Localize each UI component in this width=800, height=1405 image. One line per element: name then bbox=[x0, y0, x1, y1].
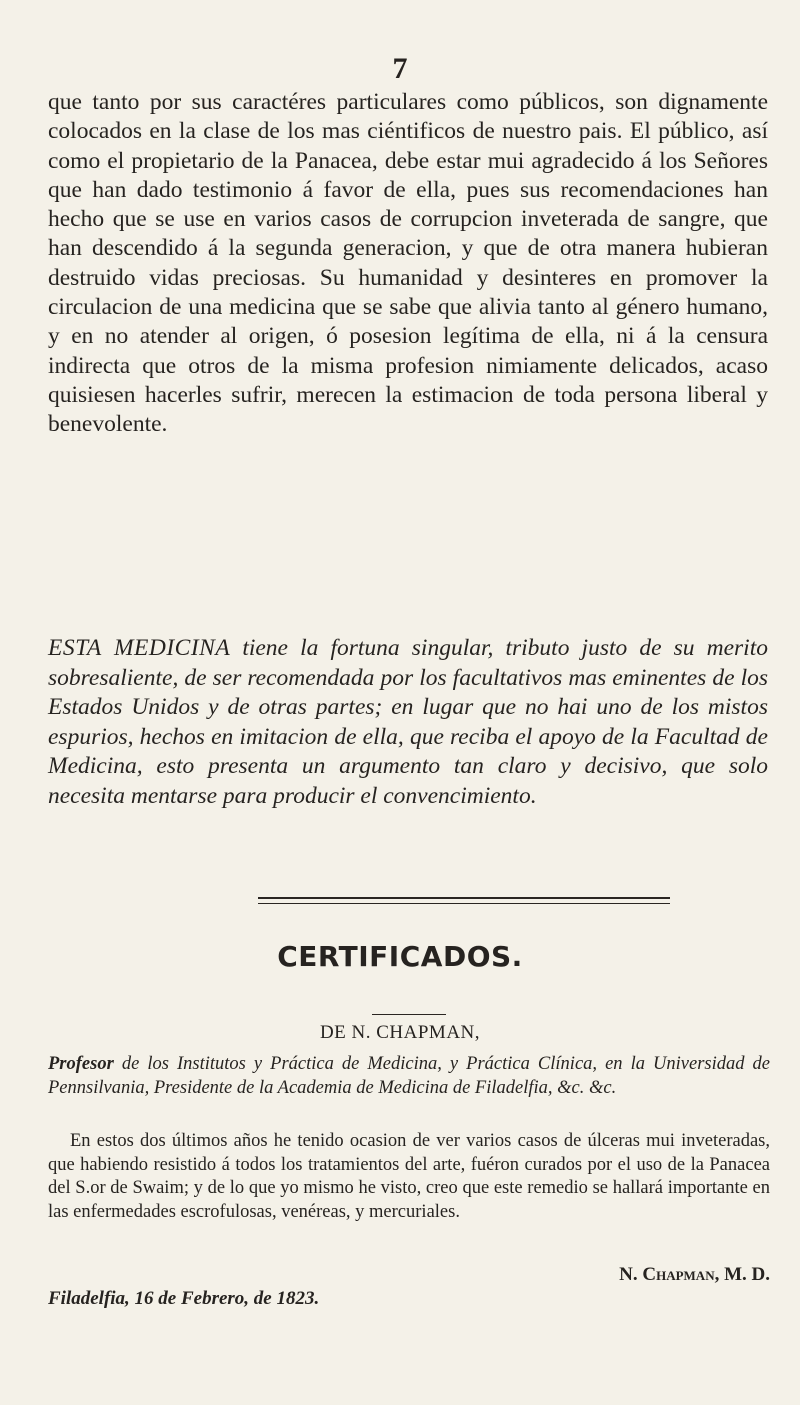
double-rule-top bbox=[258, 897, 670, 899]
credentials-text: de los Institutos y Práctica de Medicina, y Práctica Clínica, en la Universidad de Pennsilvania, Presidente de la Academia de Medicina de Filadelfia, &c. &c. bbox=[48, 1054, 770, 1098]
intro-paragraph bbox=[48, 88, 768, 440]
signature: N. Chapman, M. D. bbox=[619, 1264, 770, 1285]
medicine-paragraph bbox=[48, 634, 768, 811]
credentials-lead: Profesor bbox=[48, 1054, 114, 1074]
certificate-text: En estos dos últimos años he tenido ocasion de ver varios casos de úlceras mui inveteradas, que habiendo resistido á todos los tratamientos del arte, fuéron curados por el uso de la Panacea del S.or de Swaim; y de lo que yo mismo he visto, creo que este remedio se hallará importante en las enfermedades escrofulosas, venéreas, y mercuriales. bbox=[48, 1131, 770, 1223]
short-divider bbox=[372, 1014, 446, 1015]
certificate-author-heading: DE N. CHAPMAN, bbox=[319, 1022, 481, 1043]
place-date: Filadelfia, 16 de Febrero, de 1823. bbox=[48, 1288, 320, 1309]
double-rule-bottom bbox=[258, 903, 670, 904]
section-heading: CERTIFICADOS. bbox=[277, 940, 523, 973]
page-number: 7 bbox=[392, 52, 408, 85]
paragraph-text: que tanto por sus caractéres particulares como públicos, son dignamente colocados en la clase de los mas ciéntificos de nuestro pais. El público, así como el propietario de la Panacea, debe estar mui agradecido á los Señores que han dado testimonio á favor de ella, pues sus recomendaciones han hecho que se use en varios casos de corrupcion inveterada de sangre, que han descendido á la segunda generacion, y que de otra manera hubieran destruido vidas preciosas. Su humanidad y desinteres en promover la circulacion de una medicina que se sabe que alivia tanto al género humano, y en no atender al origen, ó posesion legítima de ella, ni á la censura indirecta que otros de la misma profesion nimiamente delicados, acaso quisiesen hacerles sufrir, merecen la estimacion de toda persona liberal y benevolente. bbox=[48, 89, 768, 438]
paragraph-lead: ESTA MEDICINA bbox=[48, 635, 231, 661]
author-credentials bbox=[48, 1052, 770, 1100]
paragraph-body: tiene la fortuna singular, tributo justo de su merito sobresaliente, de ser recomendada por los facultativos mas eminentes de los Estados Unidos y de otras partes; en lugar que no hai uno de los mistos espurios, hechos en imitacion de ella, que reciba el apoyo de la Facultad de Medicina, esto presenta un argumento tan claro y decisivo, que solo necesita mentarse para producir el convencimiento. bbox=[48, 635, 768, 809]
